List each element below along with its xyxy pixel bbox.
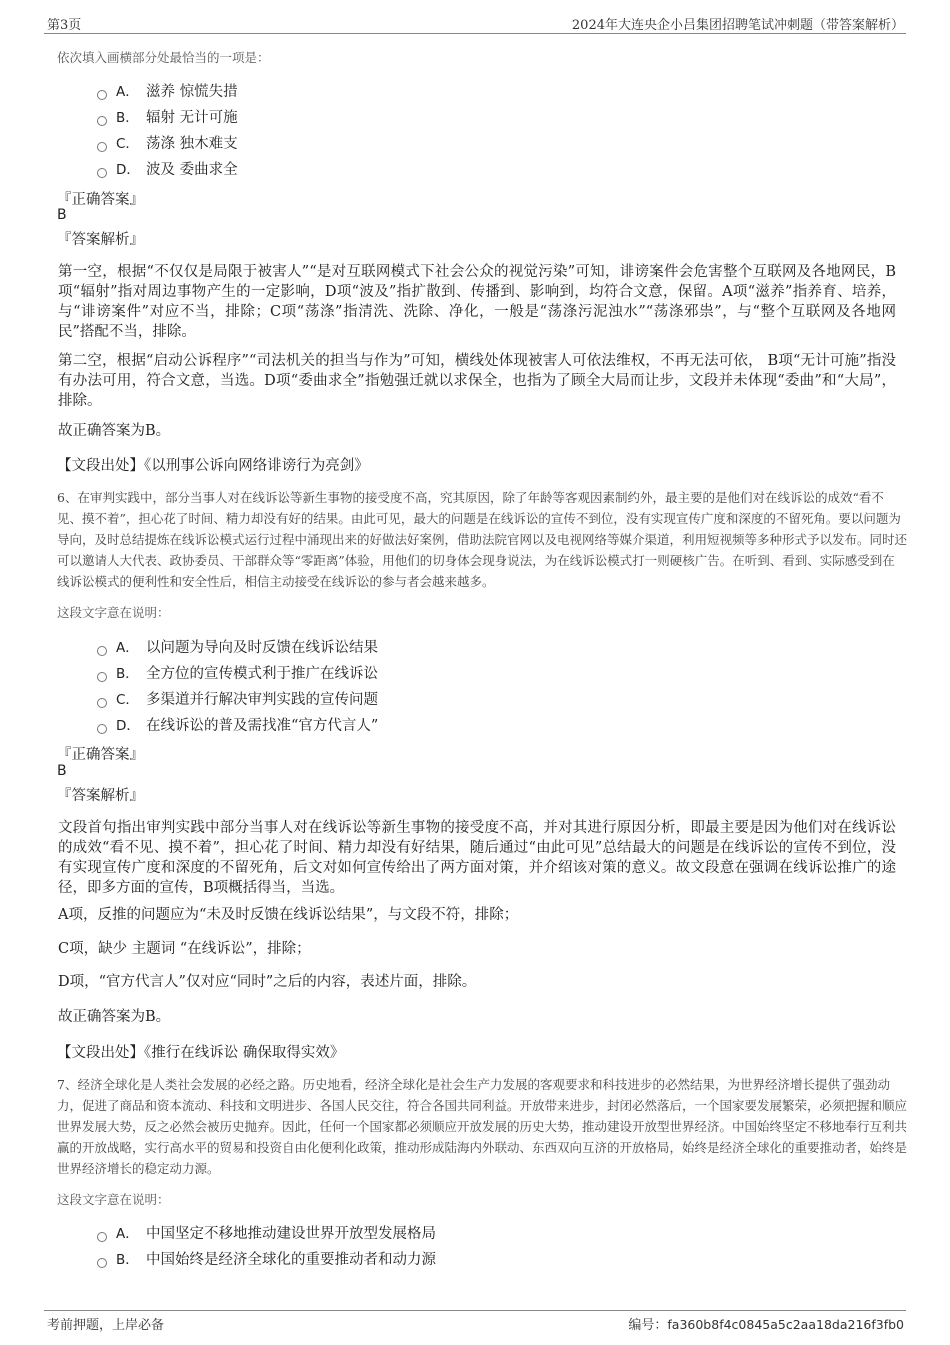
q6-stem: 6、在审判实践中，部分当事人对在线诉讼等新生事物的接受度不高，究其原因，除了年龄等客观因素制约外，最主要的是他们对在线诉讼的成效“看不见、摸不着”，担心花了时间、精力却没有好的结果。由此可见，最大的问题是在线诉讼的宣传不到位，没有实现宣传广度和深度的不留死角。要以问题为导向，及时总结提炼在线诉讼模式运行过程中涌现出来的好做法好案例，借助法院官网以及电视网络等媒介渠道，利用短视频等多种形式予以发布。同时还可以邀请人大代表、政协委员、干部群众等“零距离”体验，用他们的切身体会现身说法，为在线诉讼模式打一则硬核广告。在听到、看到、实际感受到在线诉讼模式的便利性和安全性后，相信主动接受在线诉讼的参与者会越来越多。: [57, 490, 908, 589]
q6-prompt: 这段文字意在说明：: [57, 605, 170, 620]
q5-analysis-para-1: 第一空，根据“不仅仅是局限于被害人”“是对互联网模式下社会公众的视觉污染”可知，诽谤案件会危害整个互联网及各地网民，B项“辐射”指对周边事物产生的一定影响，D项“波及”指扩散到、传播到、影响到，均符合文意，保留。A项“滋养”指养育、培养，与“诽谤案件”对应不当，排除；C项“荡涤”指清洗、洗除、净化，一般是“荡涤污泥浊水”“荡涤邪祟”，与“整个互联网及各地网民”搭配不当，排除。: [58, 264, 896, 340]
q7-option-a[interactable]: [97, 1222, 436, 1246]
q5-prompt: 依次填入画横部分处最恰当的一项是：: [57, 50, 270, 65]
q6-option-a[interactable]: [97, 636, 378, 660]
q6-answer-label: 『正确答案』: [57, 747, 144, 763]
q7-option-b[interactable]: [97, 1248, 436, 1272]
option-text: 全方位的宣传模式利于推广在线诉讼: [146, 666, 378, 682]
q5-answer-label: 『正确答案』: [57, 192, 144, 208]
q6-analysis-option-c: C项，缺少 主题词 “在线诉讼”，排除；: [58, 941, 311, 957]
radio-icon[interactable]: [97, 646, 107, 656]
q6-source: 【文段出处】《推行在线诉讼 确保取得实效》: [57, 1045, 345, 1061]
option-letter: A．: [116, 1226, 139, 1242]
q7-prompt: 这段文字意在说明：: [57, 1192, 170, 1207]
radio-icon[interactable]: [97, 698, 107, 708]
option-letter: D．: [116, 162, 140, 178]
option-letter: B．: [116, 666, 139, 682]
option-letter: C．: [116, 692, 139, 708]
q5-option-d[interactable]: [97, 158, 238, 182]
document-code: [628, 1314, 904, 1333]
q5-option-b[interactable]: [97, 106, 238, 130]
document-title: 2024年大连央企小吕集团招聘笔试冲刺题（带答案解析）: [571, 18, 904, 33]
q5-option-a[interactable]: [97, 80, 238, 104]
option-text: 波及 委曲求全: [146, 162, 238, 178]
option-text: 滋养 惊慌失措: [146, 84, 238, 100]
option-letter: C．: [116, 136, 139, 152]
q7-stem: 7、经济全球化是人类社会发展的必经之路。历史地看，经济全球化是社会生产力发展的客观要求和科技进步的必然结果，为世界经济增长提供了强劲动力，促进了商品和资本流动、科技和文明进步、各国人民交往，符合各国共同利益。开放带来进步，封闭必然落后，一个国家要发展繁荣，必须把握和顺应世界发展大势，反之必然会被历史抛弃。因此，任何一个国家都必须顺应开放发展的历史大势，推动建设开放型世界经济。中国始终坚定不移地奉行互利共赢的开放战略，实行高水平的贸易和投资自由化便利化政策，推动形成陆海内外联动、东西双向互济的开放格局，始终是经济全球化的重要推动者，始终是世界经济增长的稳定动力源。: [57, 1077, 908, 1176]
q6-option-d[interactable]: [97, 714, 378, 738]
q6-option-c[interactable]: [97, 688, 378, 712]
footer-slogan: 考前押题，上岸必备: [47, 1318, 165, 1333]
radio-icon[interactable]: [97, 116, 107, 126]
radio-icon[interactable]: [97, 168, 107, 178]
q6-analysis-para-1: 文段首句指出审判实践中部分当事人对在线诉讼等新生事物的接受度不高，并对其进行原因分析，即最主要是因为他们对在线诉讼的成效“看不见、摸不着”，担心花了时间、精力却没有好结果，随后通过“由此可见”总结最大的问题是在线诉讼的宣传不到位，没有实现宣传广度和深度的不留死角，后文对如何宣传给出了两方面对策，并介绍该对策的意义。故文段意在强调在线诉讼推广的途径，即多方面的宣传，B项概括得当，当选。: [58, 820, 896, 896]
option-text: 辐射 无计可施: [146, 110, 238, 126]
radio-icon[interactable]: [97, 90, 107, 100]
q5-option-c[interactable]: [97, 132, 238, 156]
q5-source: 【文段出处】《以刑事公诉向网络诽谤行为亮剑》: [57, 458, 369, 474]
option-letter: B．: [116, 110, 139, 126]
option-text: 多渠道并行解决审判实践的宣传问题: [146, 692, 378, 708]
option-text: 在线诉讼的普及需找准“官方代言人”: [146, 718, 379, 734]
radio-icon[interactable]: [97, 142, 107, 152]
q6-analysis-option-d: D项，“官方代言人”仅对应“同时”之后的内容，表述片面，排除。: [58, 974, 477, 990]
q6-option-b[interactable]: [97, 662, 378, 686]
q6-answer: B: [57, 763, 67, 779]
footer-divider: [44, 1310, 906, 1311]
q5-analysis-conclusion: 故正确答案为B。: [58, 423, 171, 439]
radio-icon[interactable]: [97, 724, 107, 734]
radio-icon[interactable]: [97, 1232, 107, 1242]
q6-analysis-option-a: A项，反推的问题应为“未及时反馈在线诉讼结果”，与文段不符，排除；: [58, 907, 519, 923]
q5-analysis-para-2: 第二空，根据“启动公诉程序”“司法机关的担当与作为”可知，横线处体现被害人可依法维权，不再无法可依， B项“无计可施”指没有办法可用，符合文意，当选。D项“委曲求全”指勉强迁就以求保全，也指为了顾全大局而让步，文段并未体现“委曲”和“大局”，排除。: [58, 353, 896, 409]
q5-answer: B: [57, 207, 67, 223]
radio-icon[interactable]: [97, 1258, 107, 1268]
q6-analysis-label: 『答案解析』: [57, 788, 144, 804]
document-code-value: fa360b8f4c0845a5c2aa18da216f3fb0: [667, 1317, 904, 1332]
page-number: 第3页: [47, 18, 82, 33]
option-letter: B．: [116, 1252, 139, 1268]
option-text: 荡涤 独木难支: [146, 136, 238, 152]
option-letter: A．: [116, 84, 139, 100]
option-letter: A．: [116, 640, 139, 656]
option-letter: D．: [116, 718, 140, 734]
radio-icon[interactable]: [97, 672, 107, 682]
q6-analysis-conclusion: 故正确答案为B。: [58, 1009, 171, 1025]
header-divider: [44, 33, 906, 34]
q5-analysis-label: 『答案解析』: [57, 232, 144, 248]
option-text: 中国坚定不移地推动建设世界开放型发展格局: [146, 1226, 436, 1242]
option-text: 以问题为导向及时反馈在线诉讼结果: [146, 640, 378, 656]
document-code-label: 编号：: [628, 1318, 668, 1333]
option-text: 中国始终是经济全球化的重要推动者和动力源: [146, 1252, 436, 1268]
